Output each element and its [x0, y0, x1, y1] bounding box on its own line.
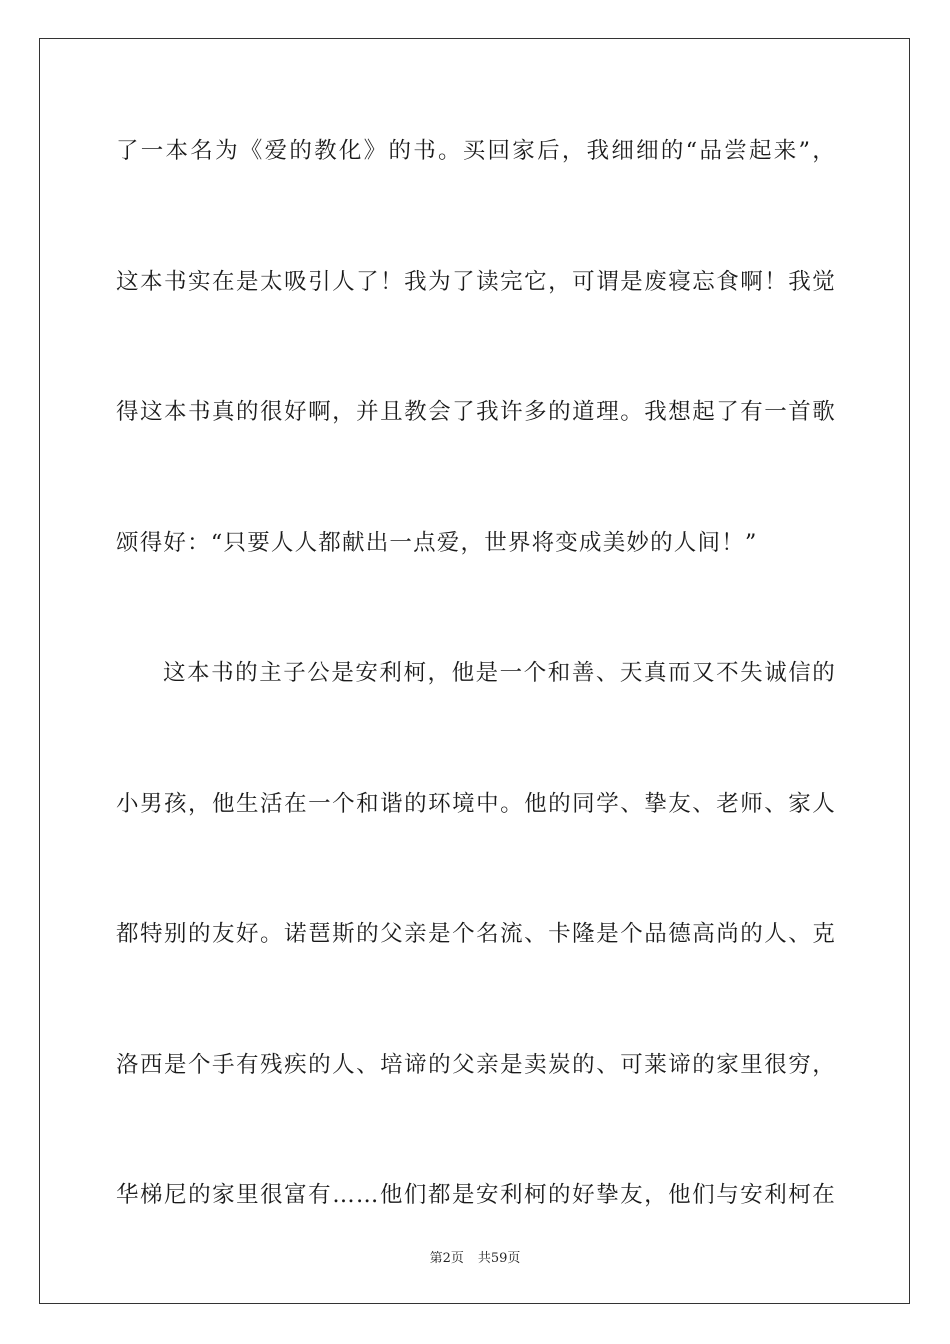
text-line-4: 颂得好：“只要人人都献出一点爱，世界将变成美妙的人间！”: [116, 529, 758, 556]
text-line-8: 洛西是个手有残疾的人、培谛的父亲是卖炭的、可莱谛的家里很穷，: [116, 1051, 836, 1078]
text-line-3: 得这本书真的很好啊，并且教会了我许多的道理。我想起了有一首歌: [116, 399, 836, 425]
text-line-6: 小男孩，他生活在一个和谐的环境中。他的同学、挚友、老师、家人: [116, 790, 836, 817]
page-number: 第2页: [429, 1251, 464, 1266]
text-line-2: 这本书实在是太吸引人了！我为了读完它，可谓是废寝忘食啊！我觉: [116, 268, 836, 295]
page-total: 共59页: [477, 1251, 521, 1266]
page-footer: [0, 1247, 950, 1266]
text-line-5: 这本书的主子公是安利柯，他是一个和善、天真而又不失诚信的: [163, 660, 836, 686]
text-line-7: 都特别的友好。诺琶斯的父亲是个名流、卡隆是个品德高尚的人、克: [116, 921, 836, 947]
document-body: [116, 124, 836, 1299]
text-line-1: 了一本名为《爱的教化》的书。买回家后，我细细的“品尝起来”，: [116, 138, 836, 164]
text-line-9: 华梯尼的家里很富有……他们都是安利柯的好挚友，他们与安利柯在: [116, 1182, 836, 1208]
